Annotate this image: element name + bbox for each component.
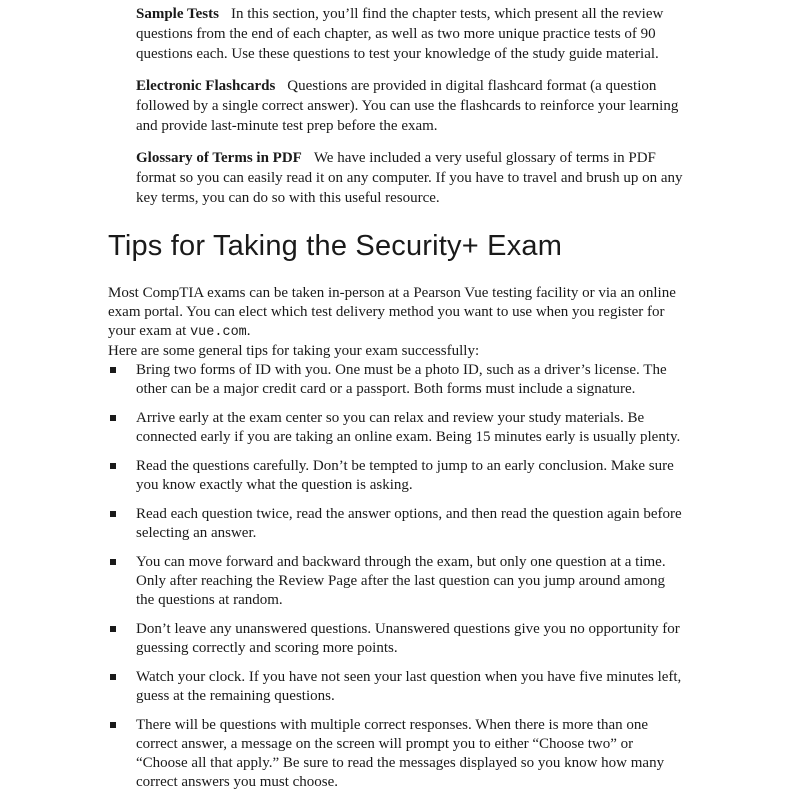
resource-list — [136, 4, 684, 220]
resource-sample-tests — [136, 4, 684, 64]
tip-text: You can move forward and backward through the exam, but only one question at a time. Only after reaching the Review Page after the last question can you jump around among the questions at random. — [136, 554, 666, 608]
tip-text: Arrive early at the exam center so you can relax and review your study materials. Be connected early if you are taking an online exam. Being 15 minutes early is usually plenty. — [136, 410, 681, 445]
resource-description: In this section, you’ll find the chapter tests, which present all the review questions from the end of each chapter, as well as two more unique practice tests of 90 questions each. Use these questions to test your knowledge of the study guide material. — [136, 6, 664, 62]
resource-description: We have included a very useful glossary of terms in PDF format so you can easily read it on any computer. If you have to travel and brush up on any key terms, you can do so with this useful resource. — [136, 150, 683, 206]
intro-paragraph — [108, 284, 682, 342]
resource-glossary — [136, 148, 684, 208]
tip-item — [108, 668, 684, 706]
resource-title: Sample Tests — [136, 6, 219, 22]
tip-text: Don’t leave any unanswered questions. Unanswered questions give you no opportunity for guessing correctly and scoring more points. — [136, 621, 680, 656]
tip-item — [108, 716, 684, 792]
tip-text: Read each question twice, read the answer options, and then read the question again before selecting an answer. — [136, 506, 682, 541]
tip-item — [108, 361, 684, 399]
tip-text: There will be questions with multiple correct responses. When there is more than one correct answer, a message on the screen will prompt you to either “Choose two” or “Choose all that apply.” Be sure to read the messages displayed so you know how many correct answers you must choose. — [136, 717, 665, 790]
tip-item — [108, 505, 684, 543]
tips-list — [108, 361, 684, 802]
section-heading: Tips for Taking the Security+ Exam — [108, 230, 563, 262]
square-bullet-icon — [110, 626, 116, 632]
square-bullet-icon — [110, 415, 116, 421]
square-bullet-icon — [110, 674, 116, 680]
square-bullet-icon — [110, 463, 116, 469]
vue-link[interactable]: vue.com — [190, 325, 247, 340]
section-intro — [108, 284, 682, 361]
intro-end: . — [246, 323, 251, 339]
tips-lead-in: Here are some general tips for taking your exam successfully: — [108, 343, 480, 359]
resource-electronic-flashcards — [136, 76, 684, 136]
tip-item — [108, 457, 684, 495]
tip-item — [108, 409, 684, 447]
tip-text: Bring two forms of ID with you. One must be a photo ID, such as a driver’s license. The other can be a major credit card or a passport. Both forms must include a signature. — [136, 362, 667, 397]
square-bullet-icon — [110, 722, 116, 728]
square-bullet-icon — [110, 367, 116, 373]
intro-text: Most CompTIA exams can be taken in-person at a Pearson Vue testing facility or via an online exam portal. You can elect which test delivery method you want to use when you register for your exam at — [108, 285, 676, 339]
square-bullet-icon — [110, 559, 116, 565]
tip-item — [108, 553, 684, 610]
tip-text: Watch your clock. If you have not seen your last question when you have five minutes left, guess at the remaining questions. — [136, 669, 682, 704]
tip-item — [108, 620, 684, 658]
resource-title: Electronic Flashcards — [136, 78, 276, 94]
resource-title: Glossary of Terms in PDF — [136, 150, 302, 166]
square-bullet-icon — [110, 511, 116, 517]
resource-description: Questions are provided in digital flashcard format (a question followed by a single correct answer). You can use the flashcards to reinforce your learning and provide last-minute test prep before the exam. — [136, 78, 679, 134]
tip-text: Read the questions carefully. Don’t be tempted to jump to an early conclusion. Make sure you know exactly what the question is asking. — [136, 458, 674, 493]
